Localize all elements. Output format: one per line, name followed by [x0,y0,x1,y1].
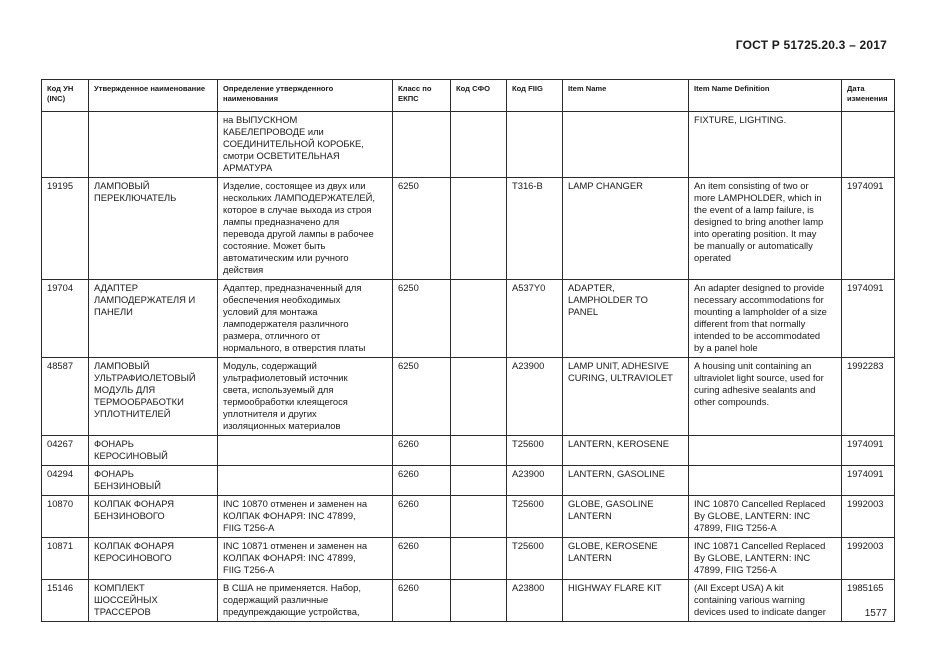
cell-change-date: 1974091 [842,466,895,496]
cell-change-date: 1985165 [842,580,895,622]
cell-sfo-code [451,358,507,436]
cell-fiig-code: A23900 [507,358,563,436]
cell-approved-name: АДАПТЕР ЛАМПОДЕРЖАТЕЛЯ И ПАНЕЛИ [89,280,218,358]
cell-class: 6250 [393,280,451,358]
col-header-item-name: Item Name [563,80,689,112]
cell-item-name-definition [689,466,842,496]
cell-definition: Модуль, содержащий ультрафиолетовый источник света, используемый для термообработки клеящегося уплотнителя и других изоляционных материалов [218,358,393,436]
table-row [42,466,895,496]
cell-class [393,112,451,178]
cell-inc: 19195 [42,178,89,280]
cell-item-name-definition: (All Except USA) A kit containing various warning devices used to indicate danger [689,580,842,622]
cell-change-date: 1992003 [842,496,895,538]
cell-class: 6260 [393,538,451,580]
cell-item-name-definition: INC 10870 Cancelled Replaced By GLOBE, LANTERN: INC 47899, FIIG T256-A [689,496,842,538]
cell-approved-name: КОМПЛЕКТ ШОССЕЙНЫХ ТРАССЕРОВ [89,580,218,622]
cell-fiig-code: A537Y0 [507,280,563,358]
cell-definition: INC 10870 отменен и заменен на КОЛПАК ФОНАРЯ: INC 47899, FIIG T256-A [218,496,393,538]
table-row [42,538,895,580]
cell-item-name: HIGHWAY FLARE KIT [563,580,689,622]
cell-item-name [563,112,689,178]
cell-item-name-definition: INC 10871 Cancelled Replaced By GLOBE, LANTERN: INC 47899, FIIG T256-A [689,538,842,580]
col-header-fiig-code: Код FIIG [507,80,563,112]
cell-definition: В США не применяется. Набор, содержащий различные предупреждающие устройства, [218,580,393,622]
col-header-change-date: Дата изменения [842,80,895,112]
cell-sfo-code [451,436,507,466]
cell-item-name: LAMP UNIT, ADHESIVE CURING, ULTRAVIOLET [563,358,689,436]
cell-approved-name: ФОНАРЬ КЕРОСИНОВЫЙ [89,436,218,466]
cell-fiig-code: T25600 [507,538,563,580]
cell-inc: 10871 [42,538,89,580]
cell-approved-name: ЛАМПОВЫЙ УЛЬТРАФИОЛЕТОВЫЙ МОДУЛЬ ДЛЯ ТЕРМООБРАБОТКИ УПЛОТНИТЕЛЕЙ [89,358,218,436]
cell-change-date: 1974091 [842,178,895,280]
col-header-definition: Определение утвержденного наименования [218,80,393,112]
cell-item-name-definition [689,436,842,466]
cell-inc [42,112,89,178]
cell-item-name: LAMP CHANGER [563,178,689,280]
cell-approved-name: КОЛПАК ФОНАРЯ КЕРОСИНОВОГО [89,538,218,580]
table-row [42,580,895,622]
table-row [42,496,895,538]
cell-item-name-definition: An item consisting of two or more LAMPHOLDER, which in the event of a lamp failure, is designed to bring another lamp into operating position. It may be manually or automatically operated [689,178,842,280]
cell-item-name: GLOBE, GASOLINE LANTERN [563,496,689,538]
cell-fiig-code: T25600 [507,496,563,538]
cell-item-name: LANTERN, GASOLINE [563,466,689,496]
cell-definition: на ВЫПУСКНОМ КАБЕЛЕПРОВОДЕ или СОЕДИНИТЕЛЬНОЙ КОРОБКЕ, смотри ОСВЕТИТЕЛЬНАЯ АРМАТУРА [218,112,393,178]
table-header-row [42,80,895,112]
cell-change-date: 1974091 [842,436,895,466]
cell-item-name: ADAPTER, LAMPHOLDER TO PANEL [563,280,689,358]
table-row [42,358,895,436]
cell-sfo-code [451,280,507,358]
page-number: 1577 [864,608,887,619]
cell-sfo-code [451,178,507,280]
cell-definition [218,436,393,466]
cell-inc: 04294 [42,466,89,496]
cell-fiig-code: A23900 [507,466,563,496]
cell-sfo-code [451,580,507,622]
cell-approved-name: ФОНАРЬ БЕНЗИНОВЫЙ [89,466,218,496]
document-standard-header: ГОСТ Р 51725.20.3 – 2017 [735,38,887,52]
cell-class: 6250 [393,358,451,436]
cell-sfo-code [451,496,507,538]
cell-change-date: 1992003 [842,538,895,580]
table-row [42,112,895,178]
cell-change-date [842,112,895,178]
cell-definition: INC 10871 отменен и заменен на КОЛПАК ФОНАРЯ: INC 47899, FIIG T256-A [218,538,393,580]
col-header-sfo-code: Код СФО [451,80,507,112]
cell-fiig-code: T25600 [507,436,563,466]
cell-approved-name: КОЛПАК ФОНАРЯ БЕНЗИНОВОГО [89,496,218,538]
table-row [42,178,895,280]
item-name-table [41,79,895,622]
col-header-approved-name: Утвержденное наименование [89,80,218,112]
cell-definition [218,466,393,496]
cell-change-date: 1992283 [842,358,895,436]
cell-approved-name [89,112,218,178]
cell-sfo-code [451,538,507,580]
col-header-item-name-definition: Item Name Definition [689,80,842,112]
col-header-class: Класс по ЕКПС [393,80,451,112]
col-header-inc: Код УН (INC) [42,80,89,112]
cell-item-name: GLOBE, KEROSENE LANTERN [563,538,689,580]
cell-fiig-code: A23800 [507,580,563,622]
cell-sfo-code [451,466,507,496]
cell-item-name-definition: FIXTURE, LIGHTING. [689,112,842,178]
cell-item-name-definition: A housing unit containing an ultraviolet light source, used for curing adhesive sealants and other compounds. [689,358,842,436]
cell-fiig-code: T316-B [507,178,563,280]
cell-definition: Адаптер, предназначенный для обеспечения необходимых условий для монтажа ламподержателя различного размера, отличного от нормального, в отверстия платы [218,280,393,358]
cell-fiig-code [507,112,563,178]
cell-class: 6260 [393,580,451,622]
cell-inc: 04267 [42,436,89,466]
cell-class: 6260 [393,496,451,538]
cell-definition: Изделие, состоящее из двух или нескольких ЛАМПОДЕРЖАТЕЛЕЙ, которое в случае выхода из строя лампы предназначено для перевода другой лампы в рабочее состояние. Может быть автоматическим или ручного действия [218,178,393,280]
cell-class: 6260 [393,436,451,466]
table-row [42,436,895,466]
cell-inc: 19704 [42,280,89,358]
table-row [42,280,895,358]
cell-approved-name: ЛАМПОВЫЙ ПЕРЕКЛЮЧАТЕЛЬ [89,178,218,280]
cell-class: 6250 [393,178,451,280]
cell-class: 6260 [393,466,451,496]
cell-item-name: LANTERN, KEROSENE [563,436,689,466]
cell-inc: 15146 [42,580,89,622]
cell-inc: 10870 [42,496,89,538]
cell-sfo-code [451,112,507,178]
cell-item-name-definition: An adapter designed to provide necessary accommodations for mounting a lampholder of a size different from that normally intended to be accommodated by a panel hole [689,280,842,358]
cell-inc: 48587 [42,358,89,436]
cell-change-date: 1974091 [842,280,895,358]
